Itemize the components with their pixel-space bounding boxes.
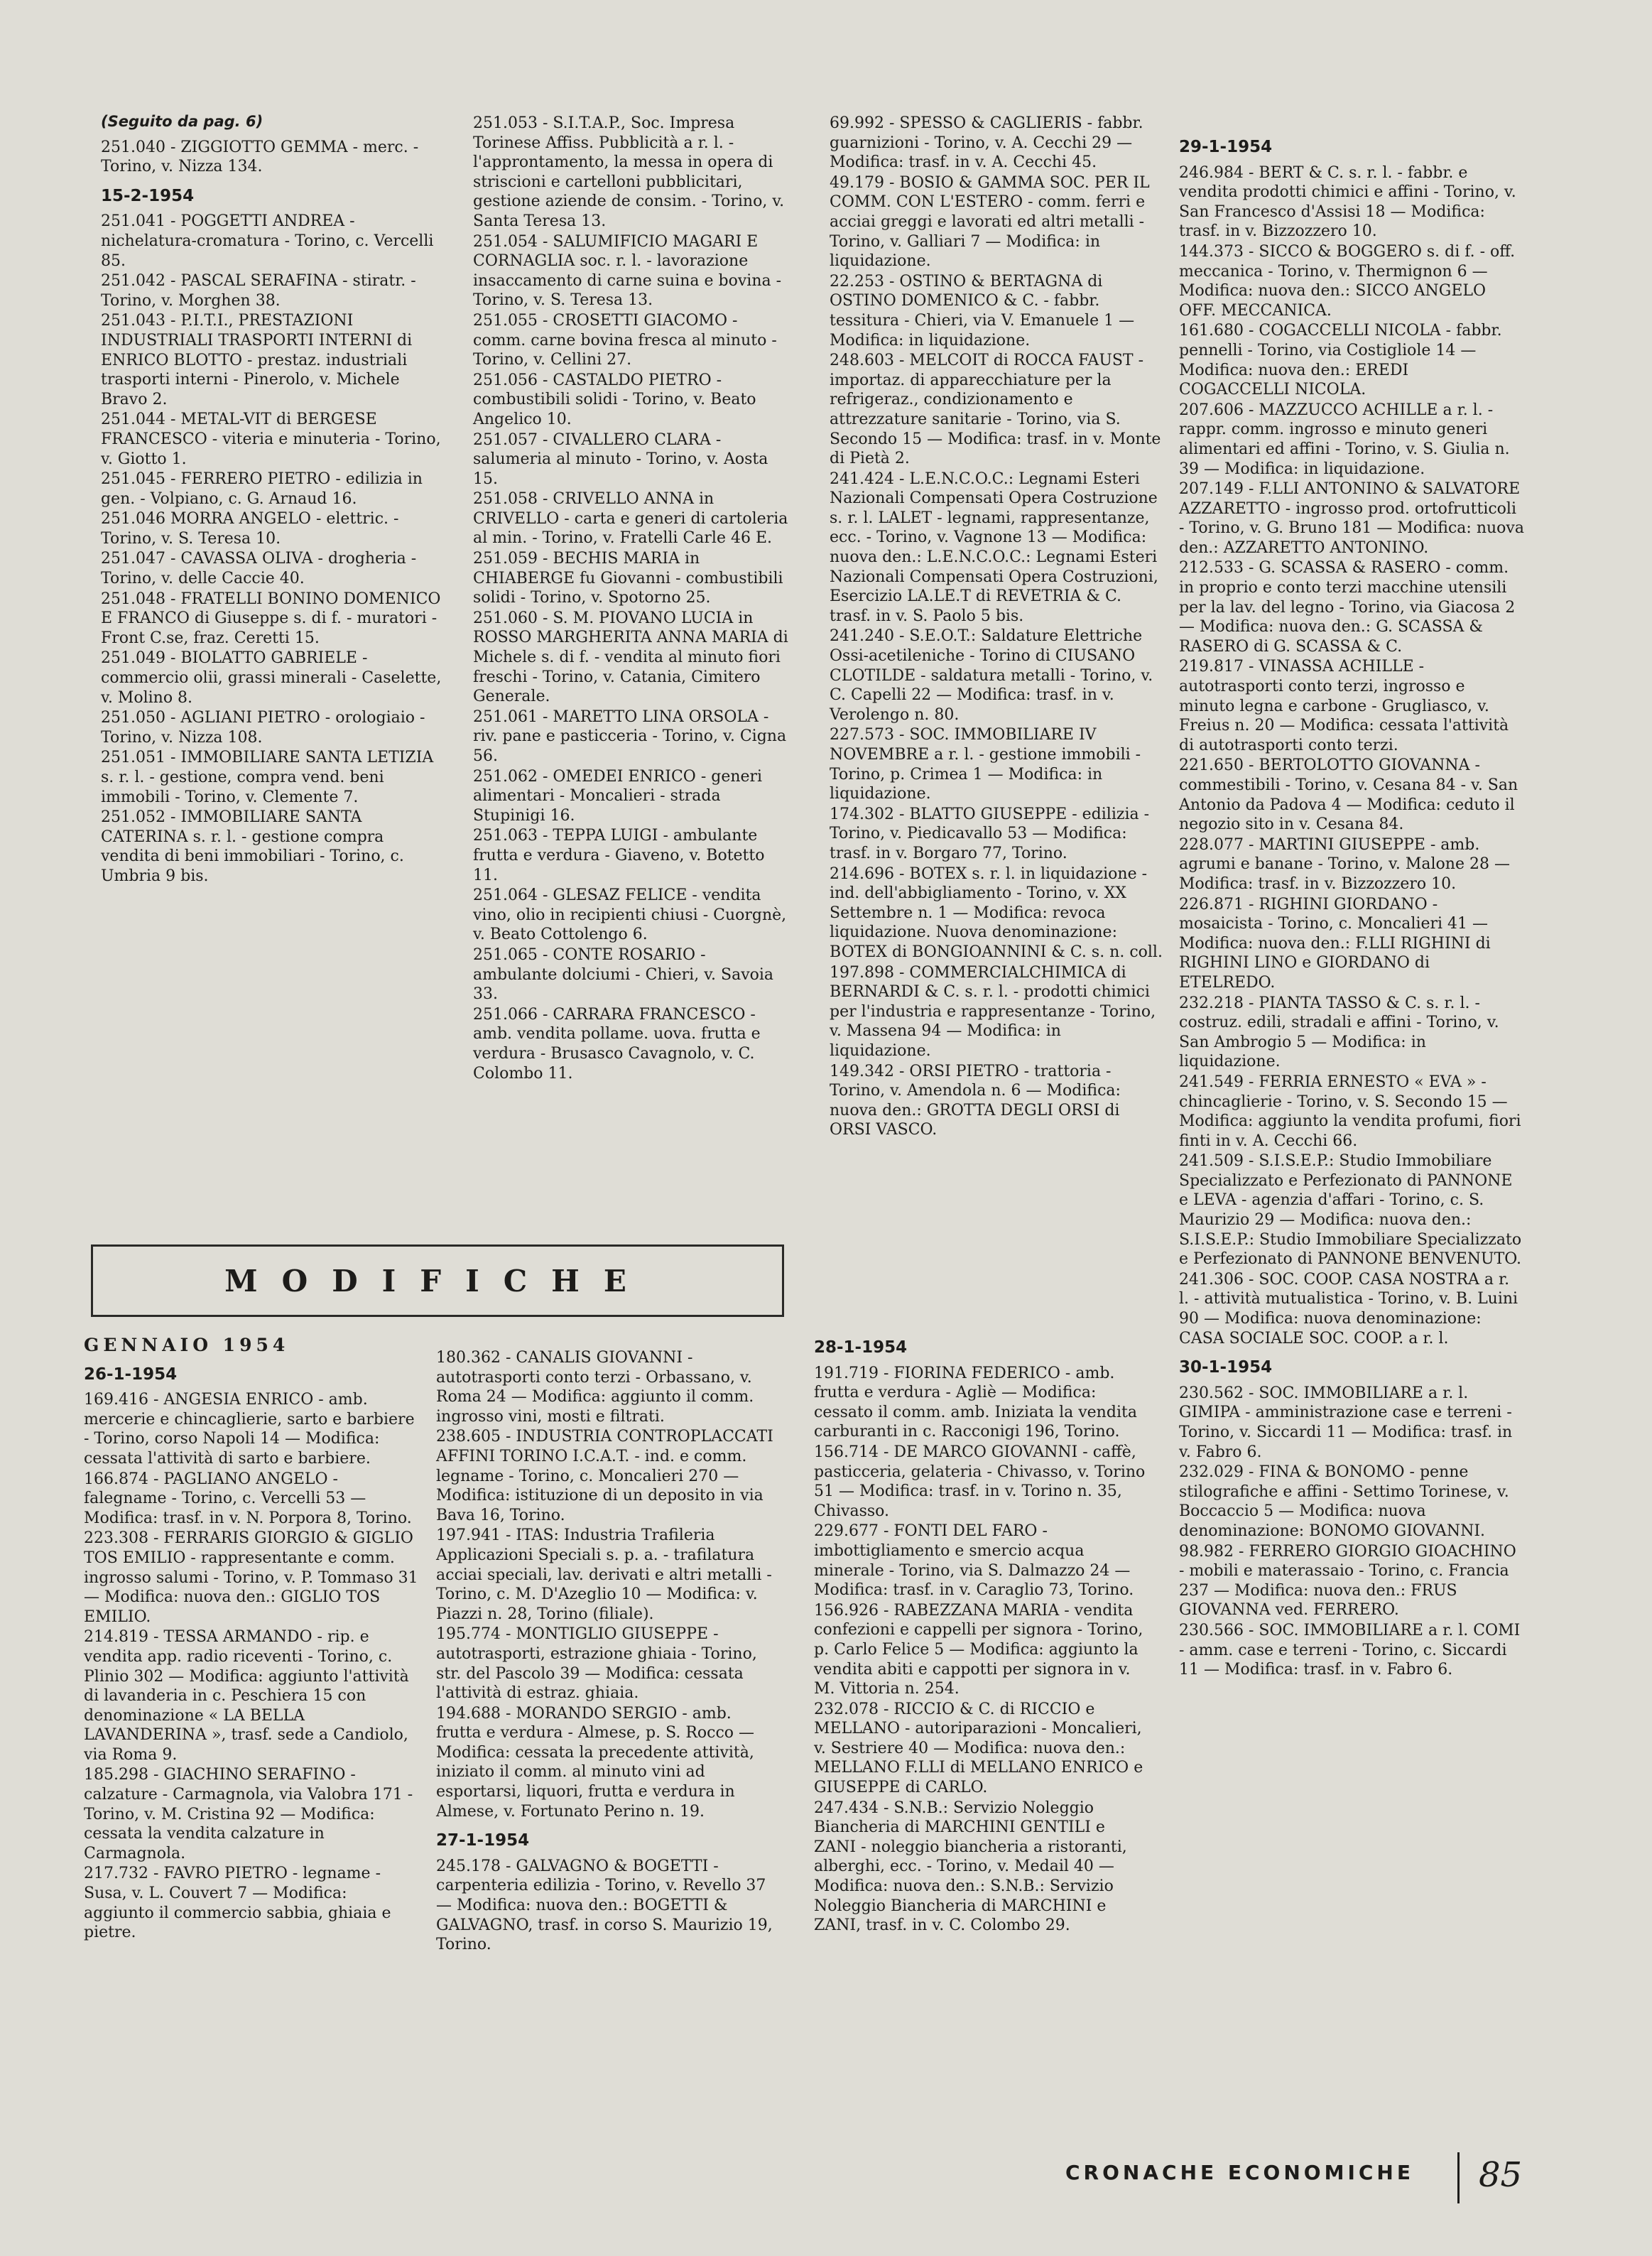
column-2	[473, 114, 794, 1084]
registry-entry: 207.606 - MAZZUCCO ACHILLE a r. l. - rappr. comm. ingrosso e minuto generi alimentari ed affini - Torino, v. S. Giulia n. 39 — Modifica: in liquidazione.	[1179, 401, 1510, 478]
magazine-name: CRONACHE ECONOMICHE	[1065, 2161, 1414, 2184]
registry-entry: 230.566 - SOC. IMMOBILIARE a r. l. COMI - amm. case e terreni - Torino, c. Siccardi 11 — Modifica: trasf. in v. Fabro 6.	[1179, 1621, 1521, 1679]
registry-entry: 251.044 - METAL-VIT di BERGESE FRANCESCO - viteria e minuteria - Torino, v. Giotto 1.	[101, 411, 441, 468]
registry-entry: 251.059 - BECHIS MARIA in CHIABERGE fu Giovanni - combustibili solidi - Torino, v. Spotorno 25.	[473, 550, 783, 607]
registry-entry: 251.042 - PASCAL SERAFINA - stiratr. - Torino, v. Morghen 38.	[101, 272, 416, 310]
registry-entry: 229.677 - FONTI DEL FARO - imbottigliamento e smercio acqua minerale - Torino, via S. Dalmazzo 24 — Modifica: trasf. in v. Caraglio 73, Torino.	[814, 1522, 1134, 1600]
page-footer	[1065, 2152, 1563, 2209]
registry-entry: 247.434 - S.N.B.: Servizio Noleggio Biancheria di MARCHINI GENTILI e ZANI - noleggio biancheria a ristoranti, alberghi, ecc. - Torino, v. Medail 40 — Modifica: nuova den.: S.N.B.: Servizio Noleggio Biancheria di MARCHINI e ZANI, trasf. in v. C. Colombo 29.	[814, 1799, 1127, 1935]
registry-entry: 212.533 - G. SCASSA & RASERO - comm. in proprio e conto terzi macchine utensili per la lav. del legno - Torino, via Giacosa 2 — Modifica: nuova den.: G. SCASSA & RASERO di G. SCASSA & C.	[1179, 559, 1516, 656]
column-5	[84, 1335, 422, 1943]
registry-entry: 207.149 - F.LLI ANTONINO & SALVATORE AZZARETTO - ingrosso prod. ortofrutticoli - Torino, v. G. Bruno 181 — Modifica: nuova den.: AZZARETTO ANTONINO.	[1179, 480, 1524, 557]
registry-entry: 238.605 - INDUSTRIA CONTROPLACCATI AFFINI TORINO I.C.A.T. - ind. e comm. legname - Torino, c. Moncalieri 270 — Modifica: istituzione di un deposito in via Bava 16, Torino.	[436, 1428, 773, 1524]
registry-entry: 49.179 - BOSIO & GAMMA SOC. PER IL COMM. CON L'ESTERO - comm. ferri e acciai greggi e lavorati ed altri metalli - Torino, v. Galliari 7 — Modifica: in liquidazione.	[830, 173, 1150, 271]
registry-entry: 221.650 - BERTOLOTTO GIOVANNA - commestibili - Torino, v. Cesana 84 - v. San Antonio da Padova 4 — Modifica: ceduto il negozio sito in v. Cesana 84.	[1179, 756, 1518, 834]
month-heading: GENNAIO 1954	[84, 1335, 290, 1355]
registry-entry: 156.926 - RABEZZANA MARIA - vendita confezioni e cappelli per signora - Torino, p. Carlo Felice 5 — Modifica: aggiunto la vendita abiti e cappotti per signora in v. M. Vittoria n. 254.	[814, 1601, 1143, 1698]
registry-entry: 251.062 - OMEDEI ENRICO - generi alimentari - Moncalieri - strada Stupinigi 16.	[473, 767, 763, 825]
registry-entry: 214.819 - TESSA ARMANDO - rip. e vendita app. radio riceventi - Torino, c. Plinio 302 — Modifica: aggiunto l'attività di lavanderia in c. Peschiera 15 con denominazione « LA BELLA LAVANDERINA », trasf. sede a Candiolo, via Roma 9.	[84, 1628, 409, 1764]
registry-entry: 232.029 - FINA & BONOMO - penne stilografiche e affini - Settimo Torinese, v. Boccaccio 5 — Modifica: nuova denominazione: BONOMO GIOVANNI.	[1179, 1463, 1509, 1540]
footer-divider	[1457, 2152, 1460, 2203]
registry-entry: 245.178 - GALVAGNO & BOGETTI - carpenteria edilizia - Torino, v. Revello 37 — Modifica: nuova den.: BOGETTI & GALVAGNO, trasf. in corso S. Maurizio 19, Torino.	[436, 1857, 773, 1954]
registry-entry: 251.056 - CASTALDO PIETRO - combustibili solidi - Torino, v. Beato Angelico 10.	[473, 371, 756, 428]
date-heading: 15-2-1954	[101, 186, 195, 205]
registry-entry: 217.732 - FAVRO PIETRO - legname - Susa, v. L. Couvert 7 — Modifica: aggiunto il commercio sabbia, ghiaia e pietre.	[84, 1865, 391, 1942]
registry-entry: 195.774 - MONTIGLIO GIUSEPPE - autotrasporti, estrazione ghiaia - Torino, str. del Pascolo 39 — Modifica: cessata l'attività di estraz. ghiaia.	[436, 1625, 757, 1703]
page-number: 85	[1479, 2155, 1523, 2195]
registry-entry: 223.308 - FERRARIS GIORGIO & GIGLIO TOS EMILIO - rappresentante e comm. ingrosso salumi - Torino, v. P. Tommaso 31 — Modifica: nuova den.: GIGLIO TOS EMILIO.	[84, 1529, 418, 1626]
registry-entry: 98.982 - FERRERO GIORGIO GIOACHINO - mobili e materassaio - Torino, c. Francia 237 — Modifica: nuova den.: FRUS GIOVANNA ved. FERRERO.	[1179, 1542, 1516, 1620]
registry-entry: 228.077 - MARTINI GIUSEPPE - amb. agrumi e banane - Torino, v. Malone 28 — Modifica: trasf. in v. Bizzozzero 10.	[1179, 835, 1510, 893]
registry-entry: 251.051 - IMMOBILIARE SANTA LETIZIA s. r. l. - gestione, compra vend. beni immobili - Torino, v. Clemente 7.	[101, 749, 434, 806]
column-6	[436, 1348, 774, 1956]
column-4	[1179, 128, 1524, 1681]
column-3	[830, 114, 1163, 1141]
registry-entry: 248.603 - MELCOIT di ROCCA FAUST - importaz. di apparecchiature per la refrigeraz., condizionamento e attrezzature sanitarie - Torino, via S. Secondo 15 — Modifica: trasf. in v. Monte di Pietà 2.	[830, 352, 1161, 468]
registry-entry: 251.041 - POGGETTI ANDREA - nichelatura-cromatura - Torino, c. Vercelli 85.	[101, 212, 434, 270]
registry-entry: 251.066 - CARRARA FRANCESCO - amb. vendita pollame. uova. frutta e verdura - Brusasco Cavagnolo, v. C. Colombo 11.	[473, 1005, 761, 1083]
registry-entry: 251.058 - CRIVELLO ANNA in CRIVELLO - carta e generi di cartoleria al min. - Torino, v. Fratelli Carle 46 E.	[473, 490, 788, 548]
registry-entry: 251.065 - CONTE ROSARIO - ambulante dolciumi - Chieri, v. Savoia 33.	[473, 945, 774, 1004]
registry-entry: 251.040 - ZIGGIOTTO GEMMA - merc. - Torino, v. Nizza 134.	[101, 138, 419, 176]
registry-entry: 197.941 - ITAS: Industria Trafileria Applicazioni Speciali s. p. a. - trafilatura acciai speciali, lav. derivati e altri metalli - Torino, c. M. D'Azeglio 10 — Modifica: v. Piazzi n. 28, Torino (filiale).	[436, 1526, 772, 1623]
registry-entry: 251.053 - S.I.T.A.P., Soc. Impresa Torinese Affiss. Pubblicità a r. l. - l'approntamento, la messa in opera di striscioni e cartelloni pubblicitari, gestione aziende de consim. - Torino, v. Santa Teresa 13.	[473, 114, 785, 230]
registry-entry: 197.898 - COMMERCIALCHIMICA di BERNARDI & C. s. r. l. - prodotti chimici per l'industria e rappresentanze - Torino, v. Massena 94 — Modifica: in liquidazione.	[830, 963, 1156, 1060]
registry-entry: 251.049 - BIOLATTO GABRIELE - commercio olii, grassi minerali - Caselette, v. Molino 8.	[101, 649, 442, 707]
registry-entry: 166.874 - PAGLIANO ANGELO - falegname - Torino, c. Vercelli 53 — Modifica: trasf. in v. N. Porpora 8, Torino.	[84, 1470, 412, 1527]
registry-entry: 226.871 - RIGHINI GIORDANO - mosaicista - Torino, c. Moncalieri 41 — Modifica: nuova den.: F.LLI RIGHINI di RIGHINI LINO e GIORDANO di ETELREDO.	[1179, 895, 1491, 992]
registry-entry: 251.048 - FRATELLI BONINO DOMENICO E FRANCO di Giuseppe s. di f. - muratori - Front C.se, fraz. Ceretti 15.	[101, 590, 441, 647]
registry-entry: 251.063 - TEPPA LUIGI - ambulante frutta e verdura - Giaveno, v. Botetto 11.	[473, 827, 765, 884]
registry-entry: 69.992 - SPESSO & CAGLIERIS - fabbr. guarnizioni - Torino, v. A. Cecchi 29 — Modifica: trasf. in v. A. Cecchi 45.	[830, 114, 1143, 172]
registry-entry: 174.302 - BLATTO GIUSEPPE - edilizia - Torino, v. Piedicavallo 53 — Modifica: trasf. in v. Borgaro 77, Torino.	[830, 805, 1150, 862]
registry-entry: 241.509 - S.I.S.E.P.: Studio Immobiliare Specializzato e Perfezionato di PANNONE e LEVA - agenzia d'affari - Torino, c. S. Maurizio 29 — Modifica: nuova den.: S.I.S.E.P.: Studio Immobiliare Specializzato e Perfezionato di PANNONE BENVENUTO.	[1179, 1152, 1522, 1269]
registry-entry: 185.298 - GIACHINO SERAFINO - calzature - Carmagnola, via Valobra 171 - Torino, v. M. Cristina 92 — Modifica: cessata la vendita calzature in Carmagnola.	[84, 1766, 413, 1862]
registry-entry: 149.342 - ORSI PIETRO - trattoria - Torino, v. Amendola n. 6 — Modifica: nuova den.: GROTTA DEGLI ORSI di ORSI VASCO.	[830, 1062, 1121, 1139]
registry-entry: 180.362 - CANALIS GIOVANNI - autotrasporti conto terzi - Orbassano, v. Roma 24 — Modifica: aggiunto il comm. ingrosso vini, mosti e filtrati.	[436, 1349, 754, 1426]
date-heading: 27-1-1954	[436, 1831, 530, 1850]
registry-entry: 227.573 - SOC. IMMOBILIARE IV NOVEMBRE a r. l. - gestione immobili - Torino, p. Crimea 1 — Modifica: in liquidazione.	[830, 726, 1141, 803]
registry-entry: 219.817 - VINASSA ACHILLE - autotrasporti conto terzi, ingrosso e minuto legna e carbone - Grugliasco, v. Freius n. 20 — Modifica: cessata l'attività di autotrasporti conto terzi.	[1179, 658, 1509, 754]
registry-entry: 22.253 - OSTINO & BERTAGNA di OSTINO DOMENICO & C. - fabbr. tessitura - Chieri, via V. Emanuele 1 — Modifica: in liquidazione.	[830, 272, 1135, 349]
registry-entry: 246.984 - BERT & C. s. r. l. - fabbr. e vendita prodotti chimici e affini - Torino, v. San Francesco d'Assisi 18 — Modifica: trasf. in v. Bizzozzero 10.	[1179, 163, 1516, 241]
registry-entry: 214.696 - BOTEX s. r. l. in liquidazione - ind. dell'abbigliamento - Torino, v. XX Settembre n. 1 — Modifica: revoca liquidazione. Nuova denominazione: BOTEX di BONGIOANNINI & C. s. n. coll.	[830, 864, 1163, 961]
registry-entry: 169.416 - ANGESIA ENRICO - amb. mercerie e chincaglierie, sarto e barbiere - Torino, corso Napoli 14 — Modifica: cessata l'attività di sarto e barbiere.	[84, 1391, 415, 1468]
registry-entry: 251.046 MORRA ANGELO - elettric. - Torino, v. S. Teresa 10.	[101, 510, 399, 548]
continued-note: (Seguito da pag. 6)	[101, 113, 263, 130]
registry-entry: 251.061 - MARETTO LINA ORSOLA - riv. pane e pasticceria - Torino, v. Cigna 56.	[473, 707, 787, 765]
registry-entry: 232.218 - PIANTA TASSO & C. s. r. l. - costruz. edili, stradali e affini - Torino, v. San Ambrogio 5 — Modifica: in liquidazione.	[1179, 994, 1499, 1071]
column-7	[814, 1328, 1152, 1936]
registry-entry: 241.549 - FERRIA ERNESTO « EVA » - chincaglierie - Torino, v. S. Secondo 15 — Modifica: aggiunto la vendita profumi, fiori finti in v. A. Cecchi 66.	[1179, 1073, 1521, 1150]
registry-entry: 251.050 - AGLIANI PIETRO - orologiaio - Torino, v. Nizza 108.	[101, 709, 425, 747]
date-heading: 26-1-1954	[84, 1365, 178, 1384]
registry-entry: 251.060 - S. M. PIOVANO LUCIA in ROSSO MARGHERITA ANNA MARIA di Michele s. di f. - vendita al minuto fiori freschi - Torino, v. Catania, Cimitero Generale.	[473, 609, 788, 706]
date-heading: 30-1-1954	[1179, 1358, 1273, 1377]
registry-entry: 251.052 - IMMOBILIARE SANTA CATERINA s. r. l. - gestione compra vendita di beni immobiliari - Torino, c. Umbria 9 bis.	[101, 808, 404, 885]
registry-entry: 232.078 - RICCIO & C. di RICCIO e MELLANO - autoriparazioni - Moncalieri, v. Sestriere 40 — Modifica: nuova den.: MELLANO F.LLI di MELLANO ENRICO e GIUSEPPE di CARLO.	[814, 1700, 1143, 1797]
registry-entry: 161.680 - COGACCELLI NICOLA - fabbr. pennelli - Torino, via Costigliole 14 — Modifica: nuova den.: EREDI COGACCELLI NICOLA.	[1179, 322, 1502, 399]
registry-entry: 241.424 - L.E.N.C.O.C.: Legnami Esteri Nazionali Compensati Opera Costruzione s. r. l. LALET - legnami, rappresentanze, ecc. - Torino, v. Vagnone 13 — Modifica: nuova den.: L.E.N.C.O.C.: Legnami Esteri Nazionali Compensati Opera Costruzioni, Esercizio LA.LE.T di REVETRIA & C. trasf. in v. S. Paolo 5 bis.	[830, 470, 1158, 625]
registry-entry: 144.373 - SICCO & BOGGERO s. di f. - off. meccanica - Torino, v. Thermignon 6 — Modifica: nuova den.: SICCO ANGELO OFF. MECCANICA.	[1179, 242, 1516, 320]
registry-entry: 251.047 - CAVASSA OLIVA - drogheria - Torino, v. delle Caccie 40.	[101, 550, 417, 588]
registry-entry: 251.055 - CROSETTI GIACOMO - comm. carne bovina fresca al minuto - Torino, v. Cellini 27.	[473, 311, 777, 369]
date-heading: 28-1-1954	[814, 1338, 908, 1357]
registry-entry: 251.043 - P.I.T.I., PRESTAZIONI INDUSTRIALI TRASPORTI INTERNI di ENRICO BLOTTO - prestaz. industriali trasporti interni - Pinerolo, v. Michele Bravo 2.	[101, 312, 413, 408]
registry-entry: 251.064 - GLESAZ FELICE - vendita vino, olio in recipienti chiusi - Cuorgnè, v. Beato Cottolengo 6.	[473, 886, 787, 944]
column-1	[101, 112, 442, 887]
registry-entry: 241.306 - SOC. COOP. CASA NOSTRA a r. l. - attività mutualistica - Torino, v. B. Luini 90 — Modifica: nuova denominazione: CASA SOCIALE SOC. COOP. a r. l.	[1179, 1270, 1518, 1347]
registry-entry: 251.057 - CIVALLERO CLARA - salumeria al minuto - Torino, v. Aosta 15.	[473, 430, 768, 488]
registry-entry: 241.240 - S.E.O.T.: Saldature Elettriche Ossi-acetileniche - Torino di CIUSANO CLOTILDE - saldatura metalli - Torino, v. C. Capelli 22 — Modifica: trasf. in v. Verolengo n. 80.	[830, 627, 1153, 724]
registry-entry: 156.714 - DE MARCO GIOVANNI - caffè, pasticceria, gelateria - Chivasso, v. Torino 51 — Modifica: trasf. in v. Torino n. 35, Chivasso.	[814, 1443, 1146, 1520]
date-heading: 29-1-1954	[1179, 138, 1273, 156]
registry-entry: 251.045 - FERRERO PIETRO - edilizia in gen. - Volpiano, c. G. Arnaud 16.	[101, 470, 423, 508]
registry-entry: 230.562 - SOC. IMMOBILIARE a r. l. GIMIPA - amministrazione case e terreni - Torino, v. Siccardi 11 — Modifica: trasf. in v. Fabro 6.	[1179, 1384, 1513, 1461]
registry-entry: 191.719 - FIORINA FEDERICO - amb. frutta e verdura - Agliè — Modifica: cessato il comm. amb. Iniziata la vendita carburanti in c. Racconigi 196, Torino.	[814, 1364, 1137, 1441]
registry-entry: 251.054 - SALUMIFICIO MAGARI E CORNAGLIA soc. r. l. - lavorazione insaccamento di carne suina e bovina - Torino, v. S. Teresa 13.	[473, 232, 782, 310]
section-title: MODIFICHE	[224, 1263, 651, 1298]
registry-entry: 194.688 - MORANDO SERGIO - amb. frutta e verdura - Almese, p. S. Rocco — Modifica: cessata la precedente attività, iniziato il comm. al minuto vini ad esportarsi, liquori, frutta e verdura in Almese, v. Fortunato Perino n. 19.	[436, 1704, 755, 1821]
section-title-box	[91, 1244, 784, 1317]
